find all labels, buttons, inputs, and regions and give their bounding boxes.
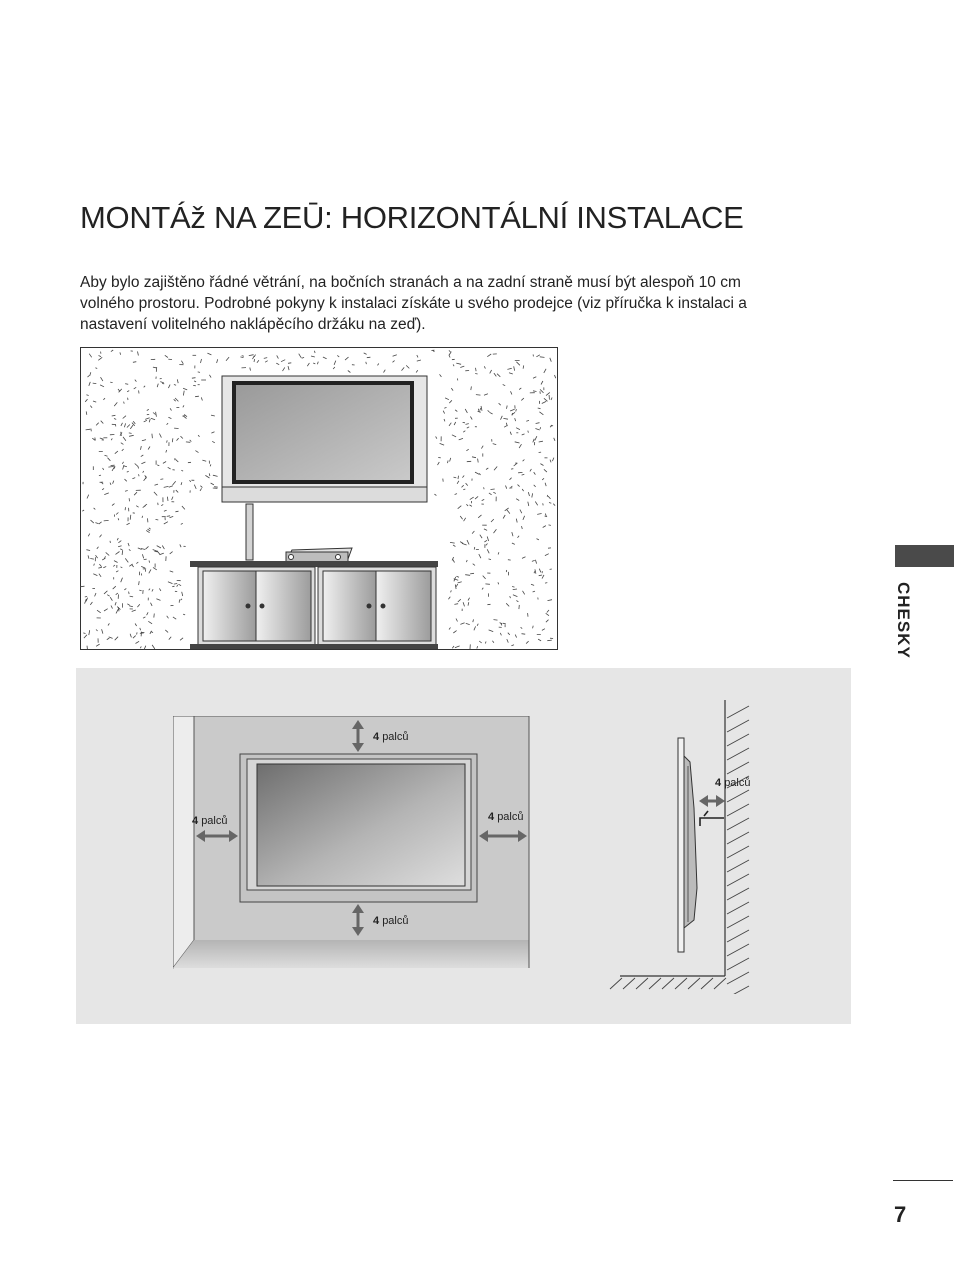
top-clearance-label: [373, 731, 408, 743]
rear-clearance-value: 4: [715, 777, 722, 789]
side-clearance-diagram: [600, 698, 760, 994]
left-clearance-label: [192, 815, 227, 827]
top-clearance-unit: palců: [382, 731, 409, 743]
page-number: 7: [894, 1202, 907, 1227]
front-clearance-diagram: [173, 716, 531, 970]
tv-front-view: [240, 754, 477, 902]
right-clearance-label: [488, 811, 523, 823]
left-clearance-unit: palců: [201, 815, 228, 827]
top-clearance-value: 4: [373, 731, 380, 743]
floor-hatching: [610, 978, 726, 989]
wall-mounted-tv-illustration: [80, 347, 558, 651]
intro-paragraph: Aby bylo zajištěno řádné větrání, na bočních stranách a na zadní straně musí být alespoň 10 cm volného prostoru. Podrobné pokyny k instalaci získáte u svého prodejce (viz příručka k instalaci a nastavení volitelného naklápěcího držáku na zeď).: [80, 274, 747, 333]
cable-cover: [246, 504, 253, 560]
tv-side-view: [678, 738, 697, 952]
right-clearance-unit: palců: [497, 811, 524, 823]
wall-hatching: [727, 706, 749, 994]
bottom-clearance-unit: palců: [382, 915, 409, 927]
floor: [173, 940, 529, 968]
left-clearance-value: 4: [192, 815, 199, 827]
bottom-clearance-value: 4: [373, 915, 380, 927]
rear-clearance-unit: palců: [724, 777, 751, 789]
wall-bracket: [700, 811, 724, 826]
right-clearance-value: 4: [488, 811, 495, 823]
page-number-rule: [893, 1180, 953, 1181]
vcr-device: [286, 548, 352, 562]
rear-clearance-arrow: [699, 795, 725, 807]
mounted-tv: [222, 376, 427, 502]
side-wall: [173, 716, 194, 968]
bottom-clearance-label: [373, 915, 408, 927]
tv-cabinet: [190, 561, 438, 649]
rear-clearance-label: [715, 777, 750, 789]
language-label: CHESKY: [894, 582, 913, 659]
page-title: MONTÁž NA ZEŪ: HORIZONTÁLNÍ INSTALACE: [80, 200, 744, 235]
language-tab-marker: [895, 545, 954, 567]
